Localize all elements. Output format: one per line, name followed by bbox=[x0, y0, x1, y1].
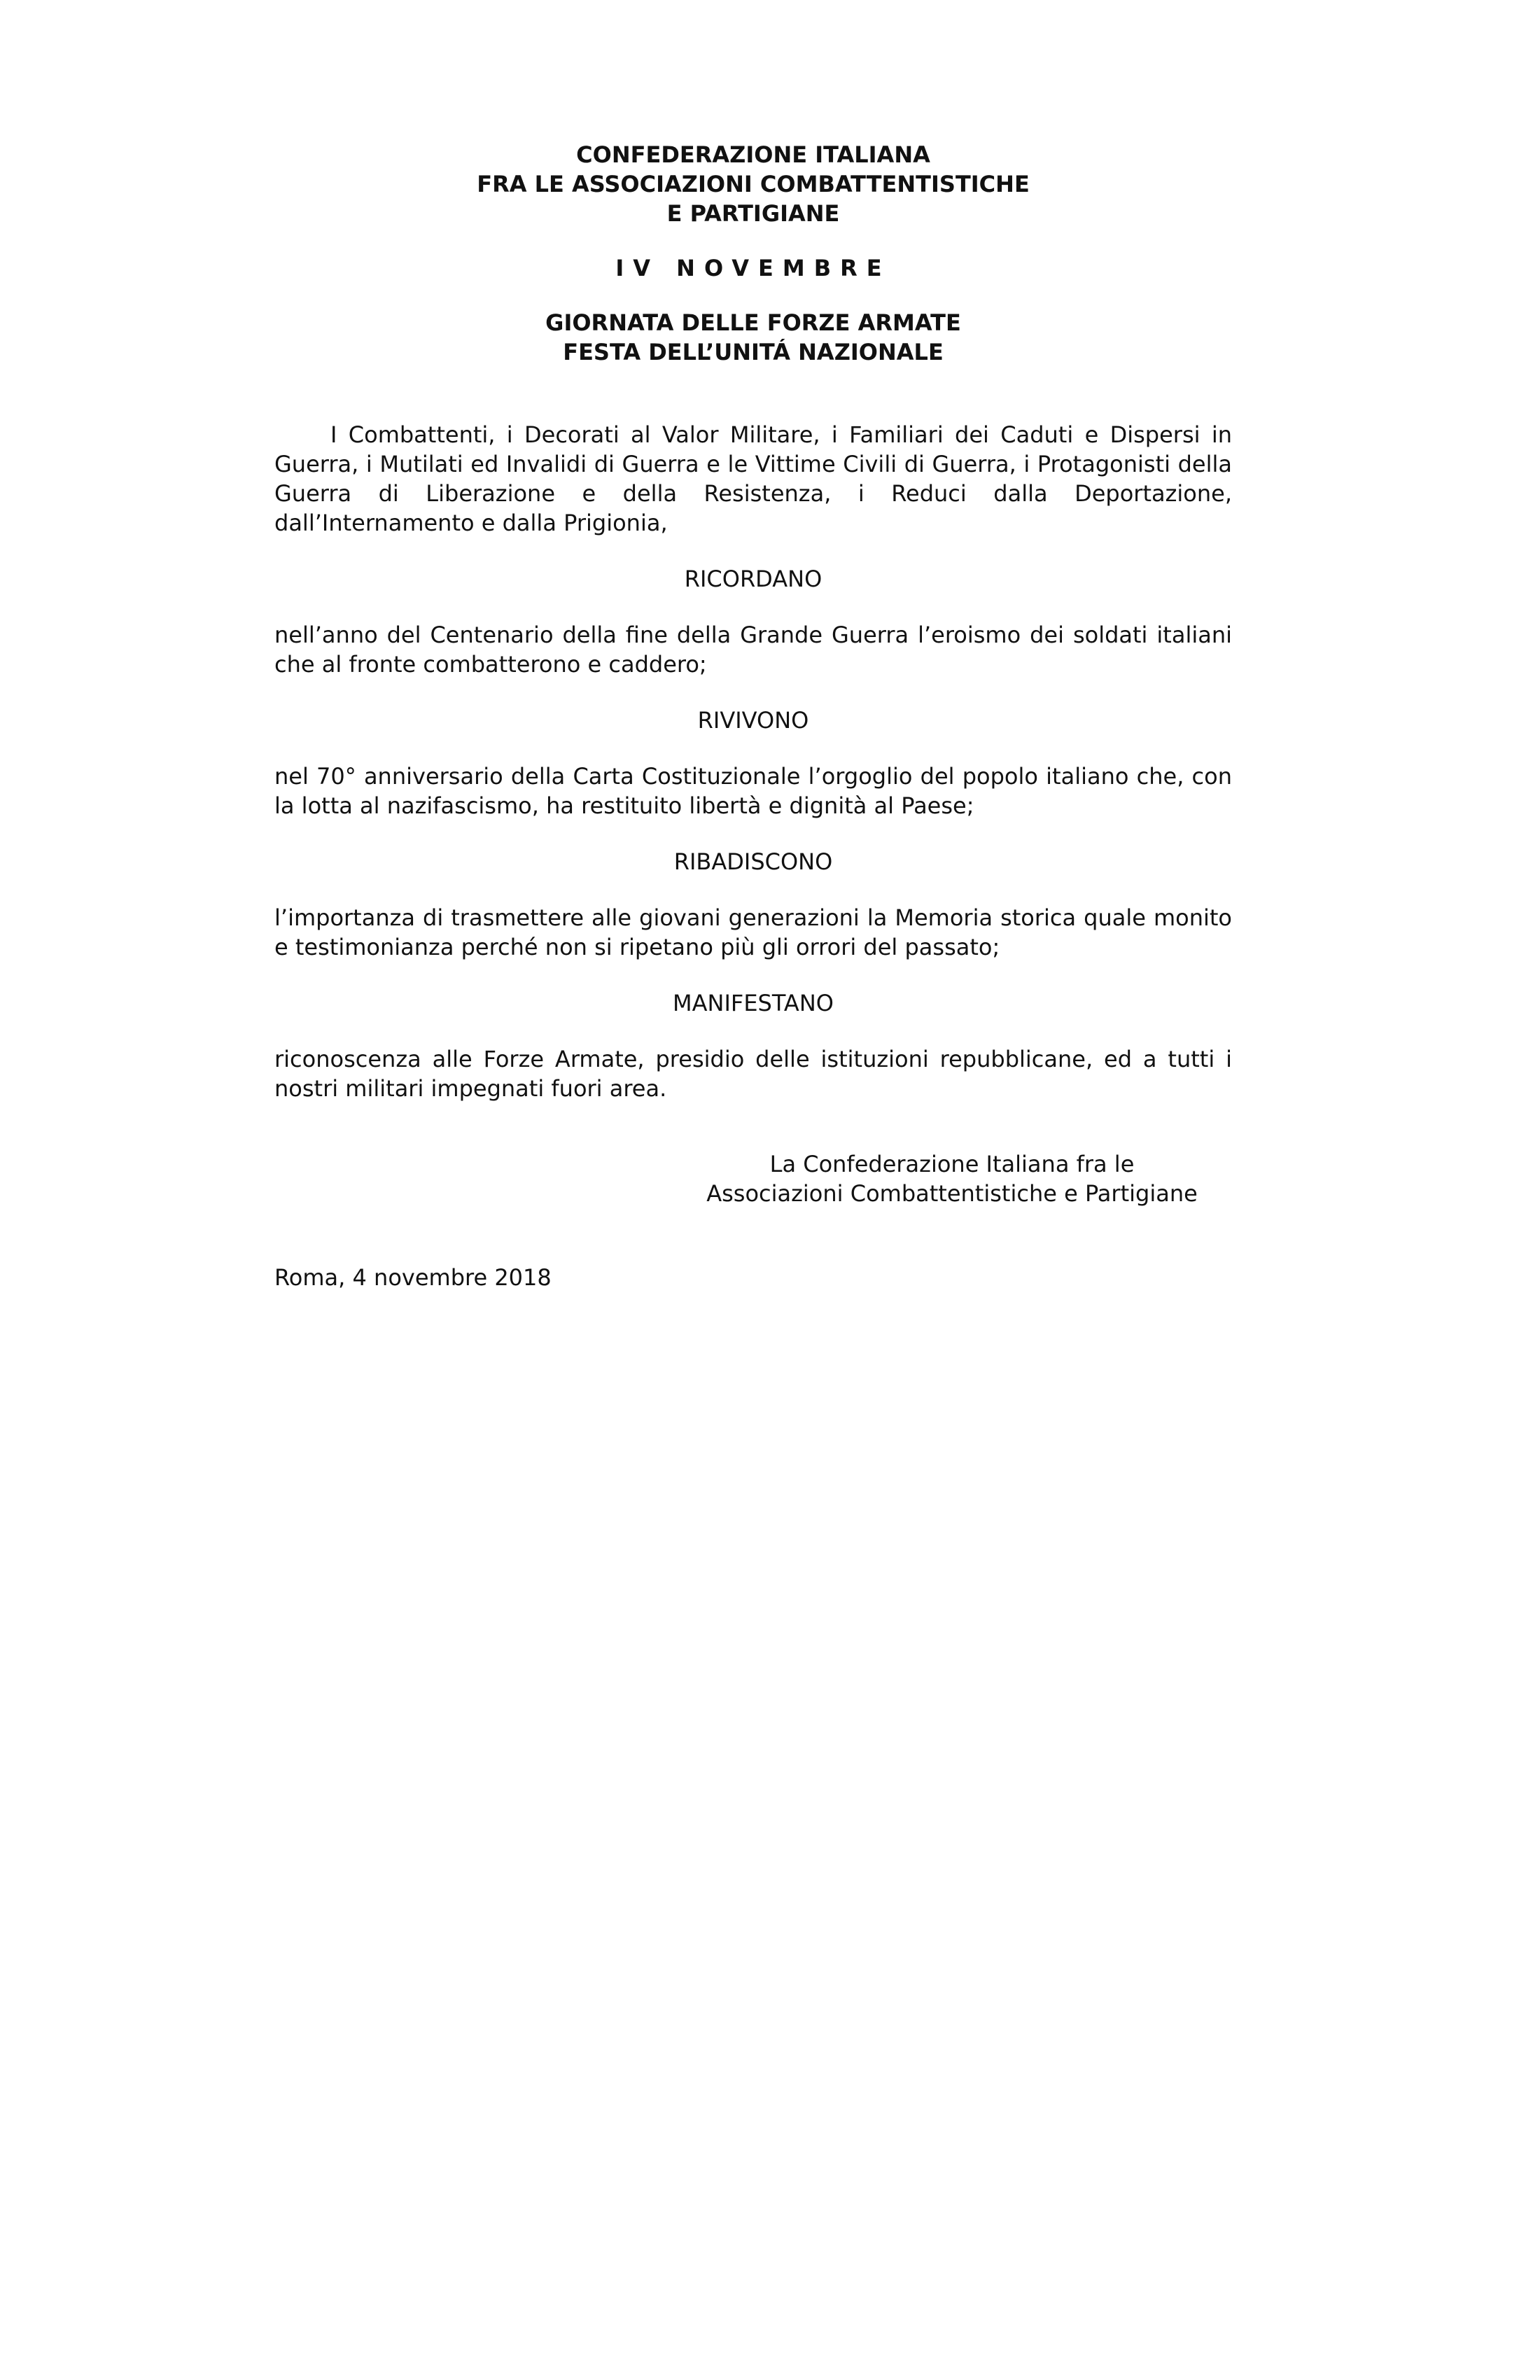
section-verb-ricordano: RICORDANO bbox=[684, 566, 822, 592]
document-header bbox=[274, 140, 1232, 367]
section-text-ribadiscono: l’importanza di trasmettere alle giovani generazioni la Memoria storica quale monito e testimonianza perché non si ripetano più gli orrori del passato; bbox=[274, 904, 1232, 960]
header-line-1: CONFEDERAZIONE ITALIANA bbox=[576, 141, 930, 168]
subtitle-line-2: FESTA DELL’UNITÁ NAZIONALE bbox=[563, 339, 944, 365]
section-verb-ribadiscono: RIBADISCONO bbox=[673, 848, 833, 875]
subtitle-line-1: GIORNATA DELLE FORZE ARMATE bbox=[545, 309, 961, 336]
section-text-ricordano: nell’anno del Centenario della fine della Grande Guerra l’eroismo dei soldati italiani che al fronte combatterono e caddero; bbox=[274, 622, 1232, 678]
header-line-3: E PARTIGIANE bbox=[666, 200, 840, 227]
place-and-date: Roma, 4 novembre 2018 bbox=[274, 1264, 552, 1291]
document-body bbox=[274, 420, 1232, 1103]
section-verb-rivivono: RIVIVONO bbox=[697, 707, 809, 734]
header-line-2: FRA LE ASSOCIAZIONI COMBATTENTISTICHE bbox=[477, 171, 1030, 197]
intro-paragraph: I Combattenti, i Decorati al Valor Militare, i Familiari dei Caduti e Dispersi in Guerra, i Mutilati ed Invalidi di Guerra e le Vittime Civili di Guerra, i Protagonisti della Guerra di Liberazione e della Resistenza, i Reduci dalla Deportazione, dall’Internamento e dalla Prigionia, bbox=[274, 421, 1232, 536]
date-title: IV NOVEMBRE bbox=[615, 255, 891, 281]
section-text-rivivono: nel 70° anniversario della Carta Costituzionale l’orgoglio del popolo italiano che, con la lotta al nazifascismo, ha restituito libertà e dignità al Paese; bbox=[274, 763, 1232, 819]
signature-line-1: La Confederazione Italiana fra le bbox=[769, 1151, 1135, 1177]
section-text-manifestano: riconoscenza alle Forze Armate, presidio delle istituzioni repubblicane, ed a tutti i nostri militari impegnati fuori area. bbox=[274, 1046, 1232, 1102]
signature-block bbox=[694, 1149, 1210, 1208]
section-verb-manifestano: MANIFESTANO bbox=[673, 990, 834, 1016]
signature-line-2: Associazioni Combattentistiche e Partigiane bbox=[706, 1180, 1198, 1207]
